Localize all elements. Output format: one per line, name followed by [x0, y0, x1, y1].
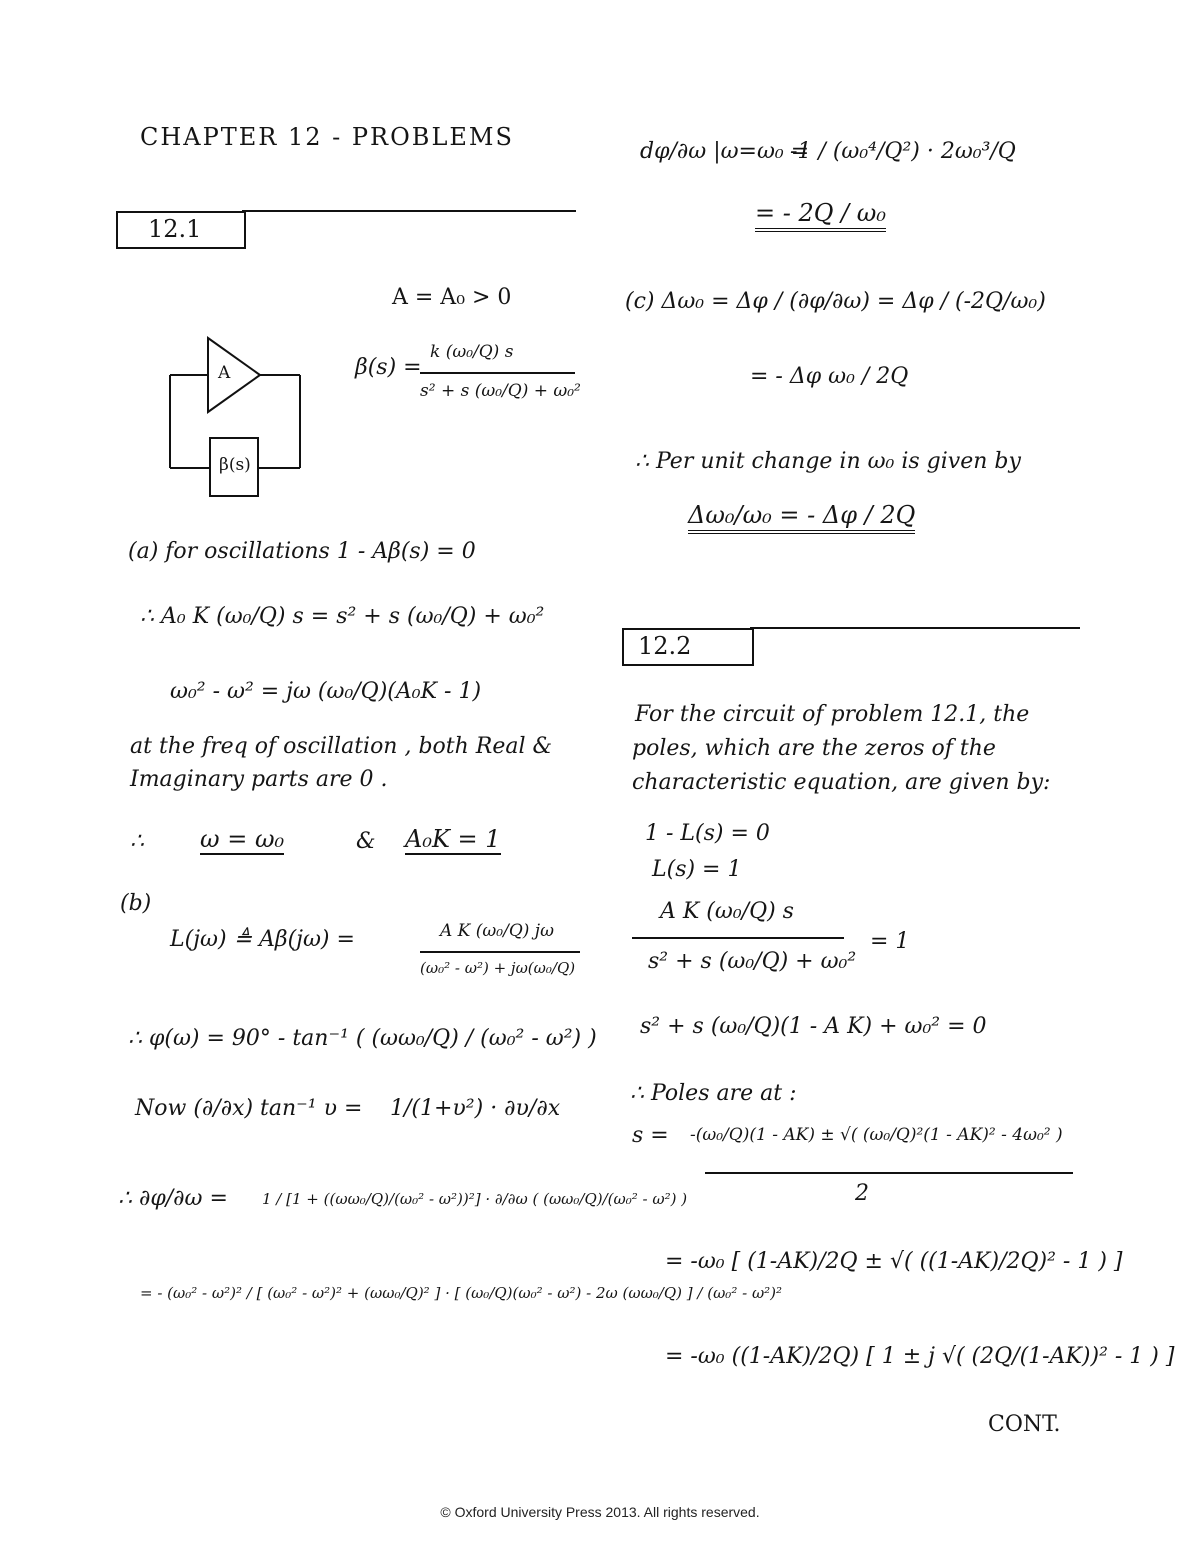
part-a-result-gain: A₀K = 1 [405, 826, 501, 855]
part-b-line1-lhs: L(jω) ≜ Aβ(jω) = [170, 927, 355, 952]
p122-eq6-lhs: s = [632, 1123, 669, 1148]
part-b-line3-rhs: 1/(1+υ²) · ∂υ/∂x [390, 1096, 561, 1121]
part-b-label: (b) [120, 891, 152, 916]
section-rule-12-2 [750, 627, 1080, 629]
section-rule-12-1 [242, 210, 576, 212]
copyright-footer: © Oxford University Press 2013. All rights reserved. [440, 1504, 760, 1520]
chapter-title: CHAPTER 12 - PROBLEMS [140, 123, 514, 151]
p122-eq8: = -ω₀ ((1-AK)/2Q) [ 1 ± j √( (2Q/(1-AK))² - 1 ) ] [665, 1344, 1175, 1369]
p122-eq7: = -ω₀ [ (1-AK)/2Q ± √( ((1-AK)/2Q)² - 1 ) ] [665, 1249, 1123, 1274]
p122-text1: For the circuit of problem 12.1, the [635, 702, 1030, 727]
part-c-line3: ∴ Per unit change in ω₀ is given by [635, 449, 1021, 474]
p122-eq4: s² + s (ω₀/Q)(1 - A K) + ω₀² = 0 [640, 1014, 987, 1039]
p122-eq3-bar [632, 937, 844, 939]
dphi-result: = - 2Q / ω₀ [755, 200, 886, 232]
p122-eq5: ∴ Poles are at : [630, 1081, 797, 1106]
p122-eq6-num: -(ω₀/Q)(1 - AK) ± √( (ω₀/Q)²(1 - AK)² - 4ω₀² ) [690, 1125, 1063, 1145]
part-b-line4-rhs: 1 / [1 + ((ωω₀/Q)/(ω₀² - ω²))²] · ∂/∂ω ( (ωω₀/Q)/(ω₀² - ω²) ) [262, 1190, 688, 1208]
p122-eq2: L(s) = 1 [652, 857, 742, 882]
part-a-line3: ω₀² - ω² = jω (ω₀/Q)(A₀K - 1) [170, 679, 482, 704]
p122-eq3-den: s² + s (ω₀/Q) + ω₀² [648, 949, 857, 974]
part-c-line2: = - Δφ ω₀ / 2Q [750, 364, 909, 389]
part-c-line1: (c) Δω₀ = Δφ / (∂φ/∂ω) = Δφ / (-2Q/ω₀) [625, 289, 1046, 314]
p122-eq6-den: 2 [855, 1181, 869, 1206]
problem-label-12-1: 12.1 [148, 215, 202, 243]
part-a-result-omega: ω = ω₀ [200, 826, 284, 855]
part-a-line5: Imaginary parts are 0 . [130, 767, 388, 792]
part-a-line4: at the freq of oscillation , both Real & [130, 734, 553, 759]
part-b-line5: = - (ω₀² - ω²)² / [ (ω₀² - ω²)² + (ωω₀/Q)² ] · [ (ω₀/Q)(ω₀² - ω²) - 2ω (ωω₀/Q) ] / (ω₀² - ω²)² [140, 1284, 783, 1302]
part-a-ampersand: & [356, 829, 376, 854]
beta-fraction-bar [420, 372, 575, 374]
part-b-line3-lhs: Now (∂/∂x) tan⁻¹ υ = [135, 1096, 363, 1121]
amp-condition: A = A₀ > 0 [392, 285, 512, 310]
beta-equation-num: k (ω₀/Q) s [430, 342, 514, 362]
part-b-line2: ∴ φ(ω) = 90° - tan⁻¹ ( (ωω₀/Q) / (ω₀² - ω²) ) [128, 1026, 597, 1051]
part-b-line1-bar [420, 951, 580, 953]
amplifier-triangle [208, 338, 260, 412]
part-c-line4: Δω₀/ω₀ = - Δφ / 2Q [688, 502, 915, 534]
p122-text2: poles, which are the zeros of the [632, 736, 996, 761]
p122-eq6-bar [705, 1172, 1073, 1174]
p122-cont: CONT. [988, 1412, 1061, 1437]
p122-text3: characteristic equation, are given by: [632, 770, 1051, 795]
p122-eq3-rhs: = 1 [870, 929, 910, 954]
part-b-line1-den: (ω₀² - ω²) + jω(ω₀/Q) [420, 959, 576, 977]
part-a-line1: (a) for oscillations 1 - Aβ(s) = 0 [128, 539, 476, 564]
beta-equation-lhs: β(s) = [355, 355, 422, 380]
part-b-line1-num: A K (ω₀/Q) jω [440, 921, 554, 941]
dphi-rhs: -1 / (ω₀⁴/Q²) · 2ω₀³/Q [790, 139, 1016, 164]
part-b-line4-lhs: ∴ ∂φ/∂ω = [118, 1186, 228, 1211]
part-a-therefore: ∴ [130, 829, 144, 854]
part-a-line2: ∴ A₀ K (ω₀/Q) s = s² + s (ω₀/Q) + ω₀² [140, 604, 545, 629]
p122-eq1: 1 - L(s) = 0 [645, 821, 770, 846]
beta-equation-den: s² + s (ω₀/Q) + ω₀² [420, 381, 581, 401]
problem-label-12-2: 12.2 [638, 632, 692, 660]
dphi-lhs: dφ/∂ω |ω=ω₀ = [640, 139, 810, 164]
block-beta-label: β(s) [219, 455, 251, 475]
p122-eq3-num: A K (ω₀/Q) s [660, 899, 794, 924]
block-a-label: A [218, 363, 231, 383]
